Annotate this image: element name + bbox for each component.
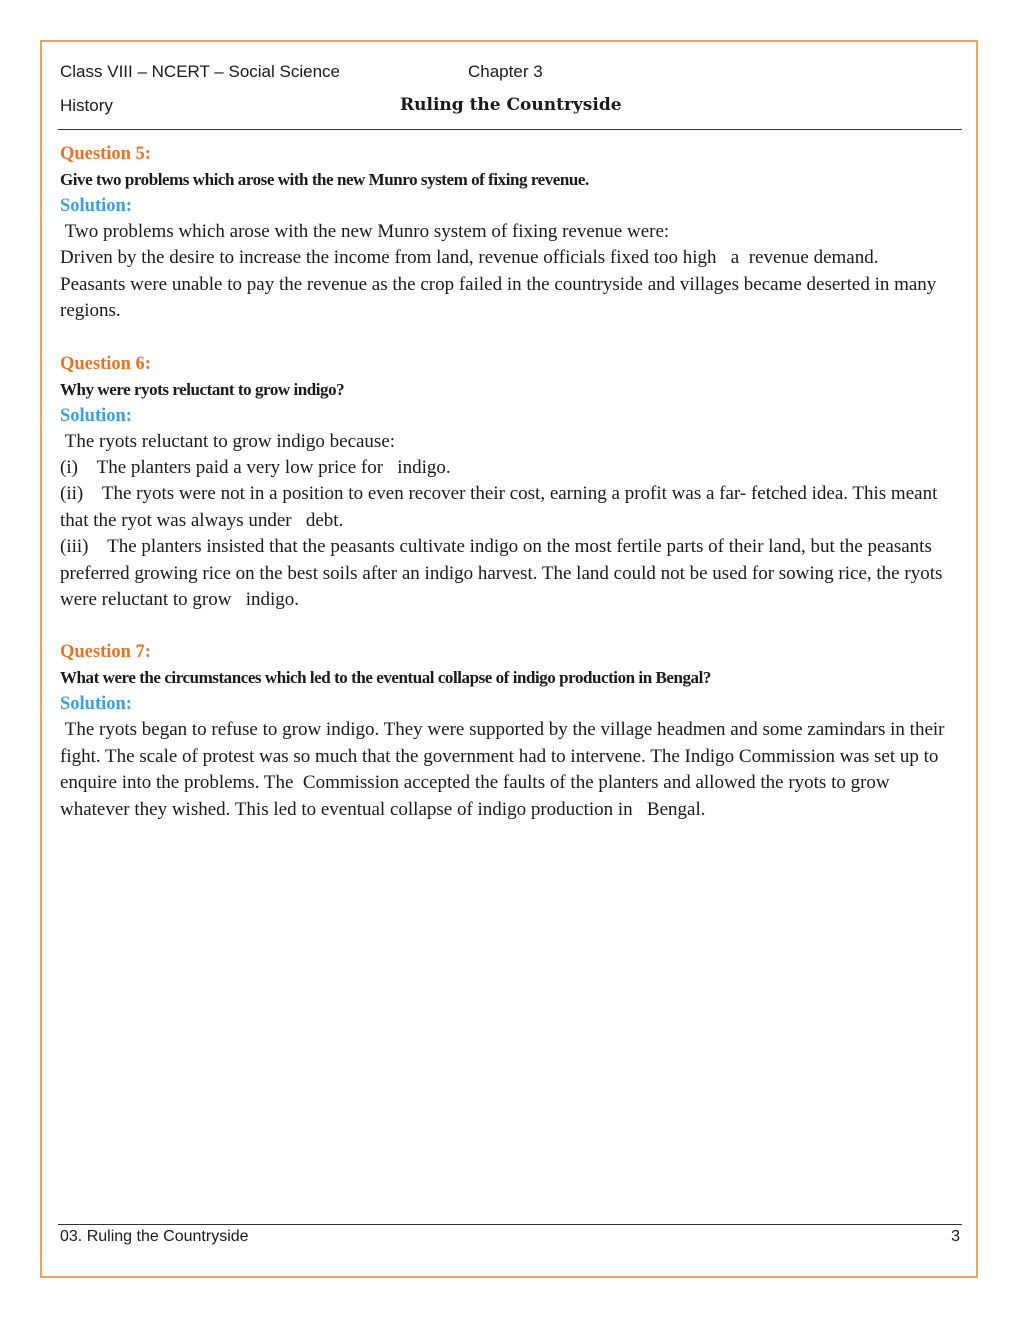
header-class-line: Class VIII – NCERT – Social Science (60, 62, 340, 81)
solution-list-item: (i) The planters paid a very low price for indigo. (60, 457, 451, 479)
page-number: 3 (951, 1228, 960, 1245)
header-divider (58, 129, 962, 130)
document-body (60, 141, 960, 823)
solution-list-item: (iii) The planters insisted that the peasants cultivate indigo on the most fertile parts of their land, but the peasants preferred growing rice on the best soils after an indigo harvest. The land could not be used for sowing rice, the ryots were reluctant to grow indigo. (60, 536, 948, 611)
solution-label: Solution: (60, 405, 132, 426)
question-text: What were the circumstances which led to the eventual collapse of indigo production in Bengal? (60, 668, 711, 688)
question-block-5 (60, 141, 960, 325)
spacer (60, 325, 960, 351)
header-subject: History (60, 96, 113, 115)
question-label: Question 6: (60, 353, 151, 374)
solution-paragraph: Two problems which arose with the new Munro system of fixing revenue were: (60, 221, 670, 242)
question-block-6 (60, 351, 960, 614)
question-label: Question 7: (60, 642, 151, 663)
solution-paragraph: Peasants were unable to pay the revenue as the crop failed in the countryside and villages became deserted in many regions. (60, 273, 946, 322)
question-block-7 (60, 639, 960, 823)
solution-label: Solution: (60, 694, 132, 715)
chapter-title: Ruling the Countryside (400, 95, 622, 115)
solution-paragraph: The ryots reluctant to grow indigo because: (60, 430, 396, 452)
question-text: Why were ryots reluctant to grow indigo? (60, 379, 345, 399)
question-label: Question 5: (60, 144, 151, 164)
question-text: Give two problems which arose with the new Munro system of fixing revenue. (60, 170, 589, 189)
header-chapter: Chapter 3 (468, 62, 543, 81)
solution-list-item: (ii) The ryots were not in a position to even recover their cost, earning a profit was a far- fetched idea. This meant that the ryot was always under debt. (60, 483, 943, 531)
solution-paragraph: The ryots began to refuse to grow indigo. They were supported by the village headmen and some zamindars in their fight. The scale of protest was so much that the government had to intervene. The Indigo Commission was set up to enquire into the problems. The Commission accepted the faults of the planters and allowed the ryots to grow whatever they wished. This led to eventual collapse of indigo production in Bengal. (60, 719, 950, 820)
solution-label: Solution: (60, 196, 132, 216)
spacer (60, 613, 960, 639)
footer-divider (58, 1224, 962, 1225)
solution-paragraph: Driven by the desire to increase the income from land, revenue officials fixed too high a revenue demand. (60, 247, 879, 269)
footer-chapter-name: 03. Ruling the Countryside (60, 1228, 249, 1245)
